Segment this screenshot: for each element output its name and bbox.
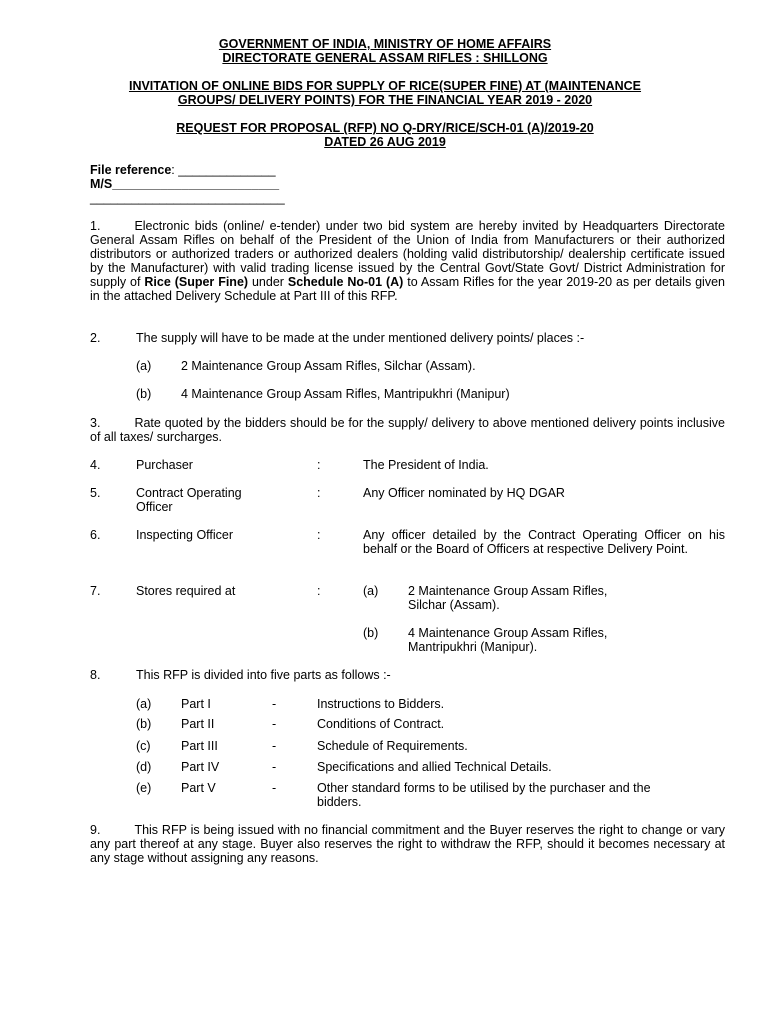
file-reference-blank: : ______________ [171, 163, 276, 177]
ministry-heading [0, 37, 770, 65]
file-reference-block [90, 163, 285, 205]
ms-line: M/S________________________ [90, 177, 280, 191]
file-reference-label: File reference [90, 163, 172, 177]
document-page: GOVERNMENT OF INDIA, MINISTRY OF HOME AFFAIRS DIRECTORATE GENERAL ASSAM RIFLES : SHILLONG INVITATION OF ONLINE BIDS FOR SUPPLY OF RICE(SUPER FINE) AT (MAINTENANCE GROUPS/ DELIVERY POINTS) FOR THE FINANCIAL YEAR 2019 - 2020 REQUEST FOR PROPOSAL (RFP) NO Q-DRY/RICE/SCH-01 (A)/2019-20 DATED 26 AUG 2019 File reference: ______________ M/S________________________ ____________________________ 1. Electronic bids (online/ e-tender) under two bid system are hereby invited by Headquarters Directorate General Assam Rifles on behalf of the President of the Union of India from Manufacturers or their authorized distributors or authorized traders or authorized dealers (holding valid distributorship/ dealership certificate issued by the Manufacturer) with valid trading license issued by the Central Govt/State Govt/ District Administration for supply of Rice (Super Fine) under Schedule No-01 (A) to Assam Rifles for the year 2019-20 as per details given in the attached Delivery Schedule at Part III of this RFP. 2. The supply will have to be made at the under mentioned delivery points/ places :- (a) 2 Maintenance Group Assam Rifles, Silchar (Assam). (b) 4 Maintenance Group Assam Rifles, Mantripukhri (Manipur) 3. Rate quoted by the bidders should be for the supply/ delivery to above mentioned delivery points inclusive of all taxes/ surcharges. 4. Purchaser : The President of India. 5. Contract Operating Officer : Any Officer nominated by HQ DGAR 6. Inspecting Officer : Any officer detailed by the Contract Operating Officer on his behalf or the Board of Officers at respective Delivery Point. 7. Stores required at : (a) 2 Maintenance Group Assam Rifles, Silchar (Assam). (b) 4 Maintenance Group Assam Rifles, Mantripukhri (Manipur). 8. This RFP is divided into five parts as follows :- (a) Part I - Instructions to Bidders. (b) Part II - Conditions of Contract. (c) Part III - Schedule of Requirements. (d) Part IV - Specifications and allied Technical Details. (e) Part V - Other standard forms to be utilised by the purchaser and the bidders. 9. This RFP is being issued with no financial commitment and the Buyer reserves the right to change or vary any part thereof at any stage. Buyer also reserves the right to withdraw the RFP, should it becomes necessary at any stage without assigning any reasons. [0, 0, 770, 1024]
para-number: 2. [90, 331, 101, 345]
rfp-reference [0, 121, 770, 149]
title-line-2: GROUPS/ DELIVERY POINTS) FOR THE FINANCIAL YEAR 2019 - 2020 [177, 93, 593, 107]
para-number: 1. [90, 219, 101, 233]
heading-line-2: DIRECTORATE GENERAL ASSAM RIFLES : SHILLONG [222, 51, 548, 65]
bold-rice: Rice (Super Fine) [144, 275, 249, 289]
paragraph-1: 1. Electronic bids (online/ e-tender) under two bid system are hereby invited by Headquarters Directorate General Assam Rifles on behalf of the President of the Union of India from Manufacturers or their authorized distributors or authorized traders or authorized dealers (holding valid distributorship/ dealership certificate issued by the Manufacturer) with valid trading license issued by the Central Govt/State Govt/ District Administration for supply of Rice (Super Fine) under Schedule No-01 (A) to Assam Rifles for the year 2019-20 as per details given in the attached Delivery Schedule at Part III of this RFP. [90, 219, 725, 303]
bold-schedule: Schedule No-01 (A) [287, 275, 404, 289]
document-title [0, 79, 770, 107]
blank-line: ____________________________ [90, 191, 285, 205]
heading-line-1: GOVERNMENT OF INDIA, MINISTRY OF HOME AFFAIRS [218, 37, 552, 51]
paragraph-9: 9. This RFP is being issued with no financial commitment and the Buyer reserves the right to change or vary any part thereof at any stage. Buyer also reserves the right to withdraw the RFP, should it becomes necessary at any stage without assigning any reasons. [90, 823, 725, 865]
rfp-number: REQUEST FOR PROPOSAL (RFP) NO Q-DRY/RICE/SCH-01 (A)/2019-20 [176, 121, 594, 135]
rfp-date: DATED 26 AUG 2019 [324, 135, 446, 149]
title-line-1: INVITATION OF ONLINE BIDS FOR SUPPLY OF RICE(SUPER FINE) AT (MAINTENANCE [128, 79, 642, 93]
paragraph-3: 3. Rate quoted by the bidders should be for the supply/ delivery to above mentioned delivery points inclusive of all taxes/ surcharges. [90, 416, 725, 444]
